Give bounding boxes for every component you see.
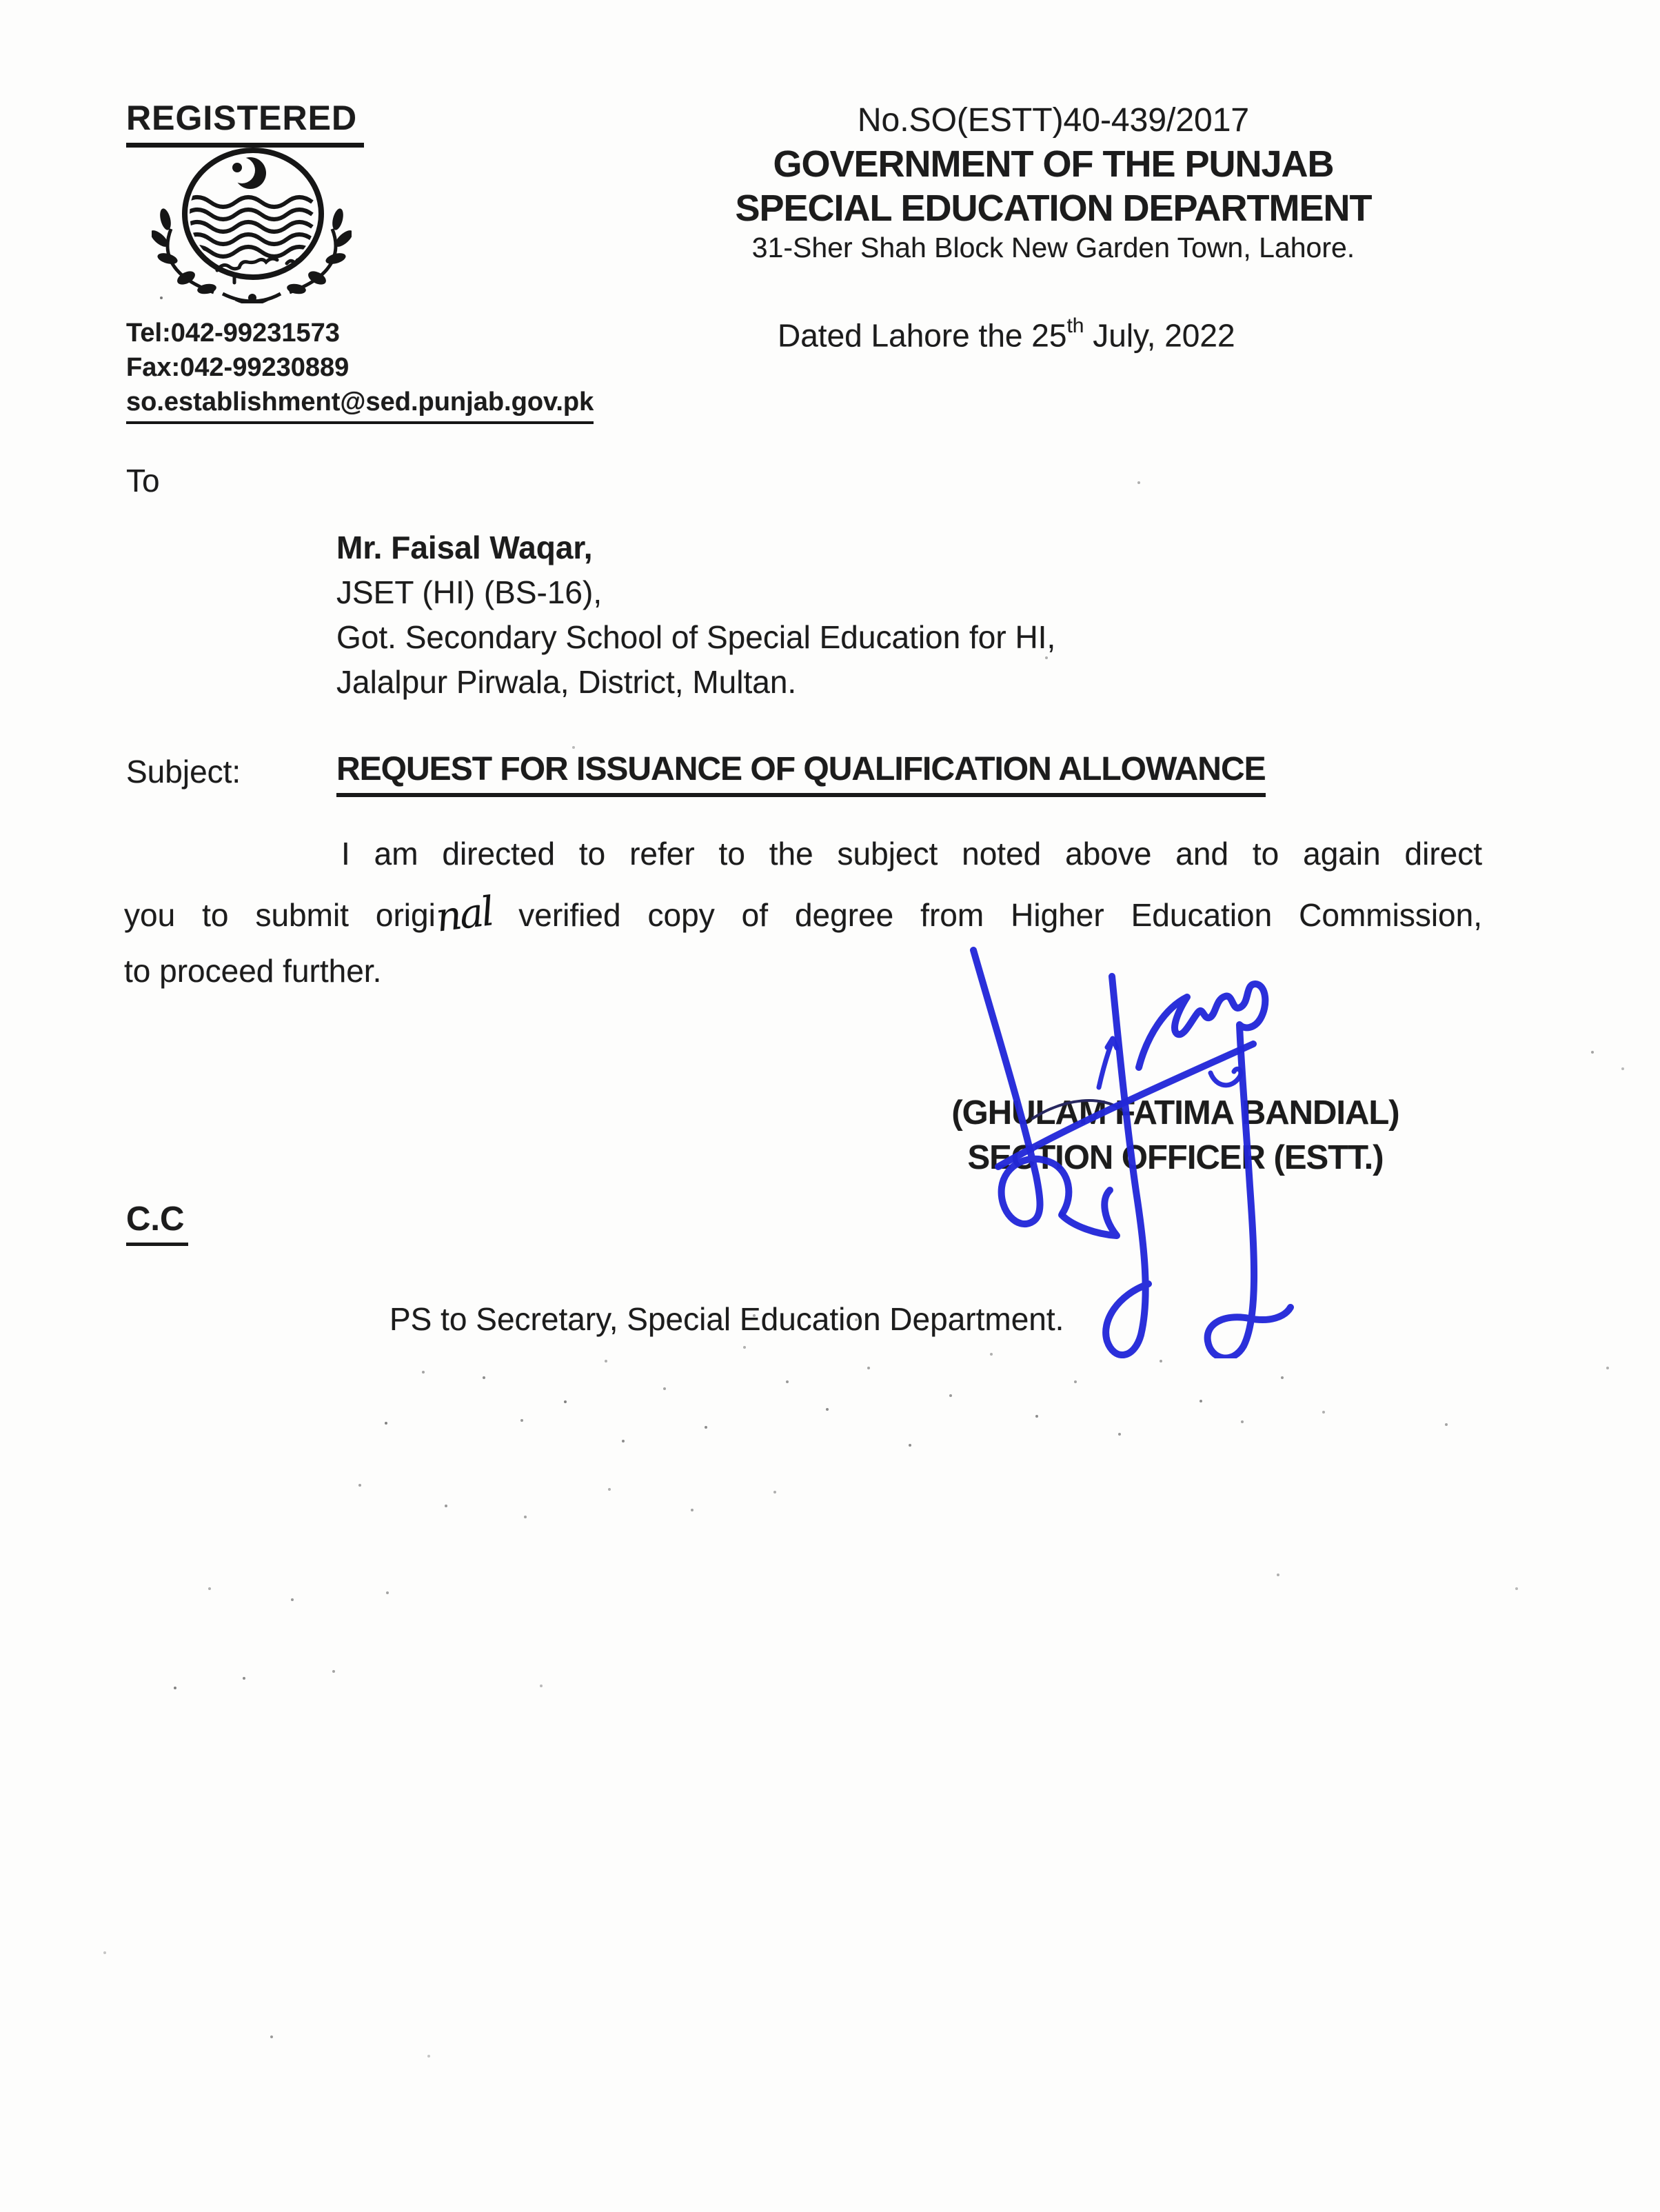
crest-svg: [152, 145, 352, 303]
signatory-title: SECTION OFFICER (ESTT.): [967, 1139, 1384, 1176]
fax-line: Fax:042-99230889: [126, 353, 350, 382]
body-line-2: [124, 883, 1482, 942]
department-title: SPECIAL EDUCATION DEPARTMENT: [735, 188, 1372, 229]
date-prefix: Dated Lahore the 25: [778, 317, 1067, 354]
letter-body: [124, 825, 1482, 1001]
star-icon: [232, 163, 242, 172]
recipient-designation: JSET (HI) (BS-16),: [336, 574, 603, 610]
date-line: [778, 313, 1235, 354]
signatory-name: (GHULAM FATIMA BANDIAL): [951, 1094, 1399, 1132]
body-line-2-text: you to submit origi: [124, 897, 436, 933]
reference-number: No.SO(ESTT)40-439/2017: [857, 102, 1250, 139]
body-line-3: to proceed further.: [124, 953, 382, 989]
body-line-2-tail: verified copy of degree from Higher Education Commission,: [492, 897, 1482, 933]
email-address: so.establishment@sed.punjab.gov.pk: [126, 385, 594, 424]
cc-label: C.C: [126, 1200, 188, 1246]
handwritten-correction: nal: [433, 887, 495, 941]
river-waves-icon: [185, 197, 312, 257]
letterhead: [702, 103, 1405, 263]
subject-text: REQUEST FOR ISSUANCE OF QUALIFICATION ALLOWANCE: [336, 750, 1266, 797]
recipient-location: Jalalpur Pirwala, District, Multan.: [336, 664, 797, 700]
signatory-block: [924, 1091, 1427, 1180]
body-line-1: I am directed to refer to the subject noted above and to again direct: [341, 836, 1482, 872]
department-address: 31-Sher Shah Block New Garden Town, Lahore.: [751, 232, 1355, 263]
punjab-government-crest-icon: [152, 145, 352, 303]
government-title: GOVERNMENT OF THE PUNJAB: [773, 143, 1334, 185]
addressee-block: [336, 525, 1055, 705]
to-label: To: [126, 463, 160, 499]
scan-noise: [0, 0, 3, 3]
tel-line: Tel:042-99231573: [126, 319, 340, 348]
registered-label: REGISTERED: [126, 98, 364, 148]
recipient-name: Mr. Faisal Waqar,: [336, 530, 593, 565]
subject-label: Subject:: [126, 754, 241, 790]
cc-recipient: PS to Secretary, Special Education Department.: [389, 1301, 1064, 1337]
date-suffix: July, 2022: [1084, 317, 1235, 354]
contact-block: [126, 316, 594, 424]
recipient-institution: Got. Secondary School of Special Education for HI,: [336, 619, 1056, 655]
date-ordinal: th: [1066, 314, 1084, 337]
